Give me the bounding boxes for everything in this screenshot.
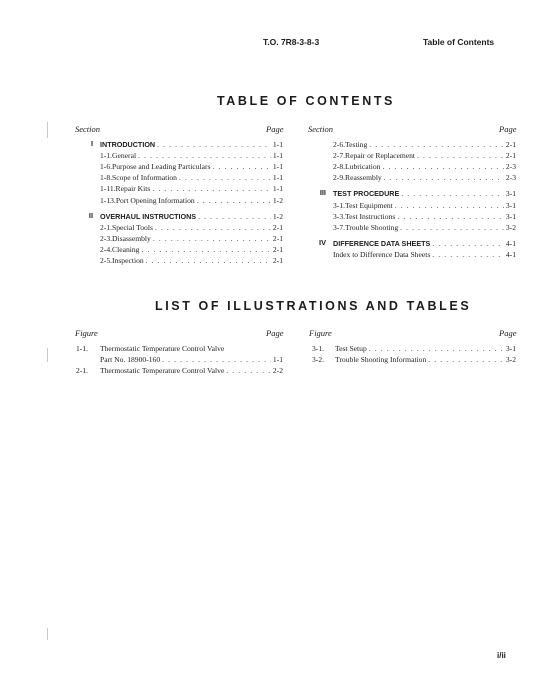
figure-title: Trouble Shooting Information	[335, 355, 427, 365]
page-ref: 4-1	[505, 249, 516, 259]
page-ref: 3-2	[505, 222, 516, 232]
entry-number: 2-5.	[100, 256, 113, 265]
toc-entry[interactable]	[100, 172, 283, 183]
page-ref: 1-1	[272, 184, 283, 194]
toc-left-page-heading: Page	[266, 124, 284, 134]
entry-number: 1-6.	[100, 162, 113, 172]
dot-leader	[198, 211, 271, 222]
dot-leader	[369, 139, 504, 150]
toc-entry[interactable]	[333, 172, 516, 183]
section-title: DIFFERENCE DATA SHEETS	[333, 238, 431, 248]
page-ref: 2-3	[505, 173, 516, 183]
figure-number: 3-2.	[312, 355, 325, 365]
page-ref: 3-1	[505, 189, 516, 199]
dot-leader	[432, 238, 504, 249]
dot-leader	[138, 150, 271, 161]
entry-number: 1-8.	[100, 173, 113, 183]
page-ref: 2-1	[505, 140, 516, 149]
dot-leader	[369, 343, 504, 354]
figure-title: Test Setup	[335, 344, 367, 353]
page-ref: 3-2	[505, 355, 516, 365]
entry-title: Reassembly	[345, 173, 382, 183]
entry-number: 2-6.	[333, 140, 346, 149]
section-title: INTRODUCTION	[100, 140, 156, 149]
loi-right-page-heading: Page	[499, 328, 517, 338]
entry-title: General	[112, 151, 137, 161]
entry-number: 1-11.	[100, 184, 116, 194]
dot-leader	[382, 161, 503, 172]
entry-number: 3-3.	[333, 211, 346, 221]
illustrations-title: LIST OF ILLUSTRATIONS AND TABLES	[155, 299, 472, 313]
entry-title: Lubrication	[345, 162, 381, 172]
scan-mark	[47, 628, 48, 640]
figure-title: Thermostatic Temperature Control Valve	[100, 344, 225, 353]
entry-title: Special Tools	[112, 222, 153, 232]
page-ref: 2-1	[272, 256, 283, 265]
figure-entry[interactable]	[100, 365, 283, 376]
scan-mark	[47, 348, 48, 362]
running-section-title: Table of Contents	[423, 37, 495, 47]
entry-title: Port Opening Information	[115, 195, 195, 205]
figure-number: 1-1.	[76, 344, 89, 353]
entry-title: Repair Kits	[115, 184, 151, 194]
section-numeral: I	[90, 139, 93, 148]
entry-title: Disassembly	[112, 233, 151, 243]
dot-leader	[417, 150, 504, 161]
entry-title: Repair or Replacement	[345, 151, 416, 161]
toc-entry[interactable]	[333, 249, 516, 260]
entry-title: Test Instructions	[345, 211, 396, 221]
entry-number: 1-13.	[100, 195, 116, 205]
page-ref: 3-1	[505, 344, 516, 353]
entry-title: Purpose and Leading Particulars	[112, 162, 211, 172]
dot-leader	[432, 249, 504, 260]
document-number: T.O. 7R8-3-8-3	[263, 37, 320, 47]
toc-entry[interactable]	[100, 195, 283, 206]
toc-entry[interactable]	[100, 211, 283, 222]
toc-entry[interactable]	[100, 183, 283, 194]
entry-number: 2-9.	[333, 173, 346, 183]
page-ref: 4-1	[505, 238, 516, 248]
page-ref: 1-1	[272, 355, 283, 365]
entry-title: Scope of Information	[112, 173, 177, 183]
dot-leader	[152, 183, 271, 194]
toc-entry[interactable]	[100, 150, 283, 161]
entry-number: 2-1.	[100, 222, 113, 232]
figure-entry[interactable]	[100, 354, 283, 365]
dot-leader	[213, 161, 271, 172]
toc-left-section-heading: Section	[75, 124, 101, 134]
loi-right-figure-heading: Figure	[309, 328, 332, 338]
dot-leader	[179, 172, 271, 183]
entry-number: 2-8.	[333, 162, 346, 172]
entry-title: Cleaning	[112, 244, 140, 254]
toc-entry[interactable]	[333, 238, 516, 249]
toc-entry[interactable]	[333, 222, 516, 233]
entry-title: Testing	[345, 140, 368, 149]
toc-entry[interactable]	[100, 161, 283, 172]
toc-right-section-heading: Section	[308, 124, 334, 134]
toc-entry[interactable]	[100, 139, 283, 150]
entry-title: Index to Difference Data Sheets	[333, 249, 431, 259]
toc-entry[interactable]	[100, 244, 283, 255]
page-ref: 1-1	[272, 151, 283, 161]
toc-right-page-heading: Page	[499, 124, 517, 134]
section-title: TEST PROCEDURE	[333, 189, 400, 199]
entry-number: 3-7.	[333, 222, 346, 232]
dot-leader	[155, 222, 271, 233]
figure-number: 3-1.	[312, 344, 325, 353]
toc-title: TABLE OF CONTENTS	[217, 94, 395, 108]
entry-number: 2-4.	[100, 244, 113, 254]
dot-leader	[400, 222, 504, 233]
page-ref: 2-3	[505, 162, 516, 172]
toc-entry[interactable]	[333, 200, 516, 211]
page-ref: 1-1	[272, 162, 283, 172]
loi-left-figure-heading: Figure	[75, 328, 98, 338]
dot-leader	[157, 139, 271, 150]
page-ref: 2-1	[272, 222, 283, 232]
dot-leader	[395, 200, 504, 211]
page-number: i/ii	[497, 651, 506, 660]
toc-entry[interactable]	[333, 139, 516, 150]
entry-title: Inspection	[112, 256, 144, 265]
figure-number: 2-1.	[76, 366, 89, 376]
dot-leader	[162, 354, 271, 365]
page-ref: 3-1	[505, 211, 516, 221]
dot-leader	[141, 244, 270, 255]
page-ref: 1-1	[272, 140, 283, 149]
section-numeral: IV	[319, 237, 326, 247]
toc-entry[interactable]	[100, 222, 283, 233]
figure-entry[interactable]	[335, 343, 516, 354]
loi-left-page-heading: Page	[266, 328, 284, 338]
page-ref: 2-1	[272, 233, 283, 243]
figure-title: Thermostatic Temperature Control Valve	[100, 366, 225, 376]
toc-entry[interactable]	[333, 150, 516, 161]
dot-leader	[401, 188, 504, 199]
entry-title: Test Equipment	[345, 200, 393, 210]
page-ref: 1-2	[272, 195, 283, 205]
dot-leader	[226, 365, 271, 376]
toc-entry[interactable]	[333, 161, 516, 172]
dot-leader	[197, 195, 271, 206]
dot-leader	[397, 211, 504, 222]
page-ref: 1-2	[272, 211, 283, 221]
entry-title: Trouble Shooting	[345, 222, 399, 232]
page-ref: 2-1	[272, 244, 283, 254]
dot-leader	[384, 172, 504, 183]
toc-entry[interactable]	[333, 211, 516, 222]
dot-leader	[153, 233, 271, 244]
section-numeral: III	[319, 188, 326, 198]
toc-entry[interactable]	[333, 188, 516, 199]
dot-leader	[428, 354, 504, 365]
entry-number: 2-3.	[100, 233, 113, 243]
figure-entry[interactable]	[335, 354, 516, 365]
page-ref: 1-1	[272, 173, 283, 183]
toc-entry[interactable]	[100, 233, 283, 244]
figure-title-continued: Part No. 18900-160	[100, 355, 161, 365]
scan-mark	[47, 122, 48, 138]
dot-leader	[146, 255, 271, 266]
entry-number: 3-1.	[333, 200, 346, 210]
page-ref: 3-1	[505, 200, 516, 210]
entry-number: 2-7.	[333, 151, 346, 161]
toc-entry[interactable]	[100, 255, 283, 266]
entry-number: 1-1.	[100, 151, 113, 161]
section-title: OVERHAUL INSTRUCTIONS	[100, 211, 197, 221]
section-numeral: II	[88, 210, 93, 220]
page-ref: 2-1	[505, 151, 516, 161]
page-ref: 2-2	[272, 366, 283, 376]
